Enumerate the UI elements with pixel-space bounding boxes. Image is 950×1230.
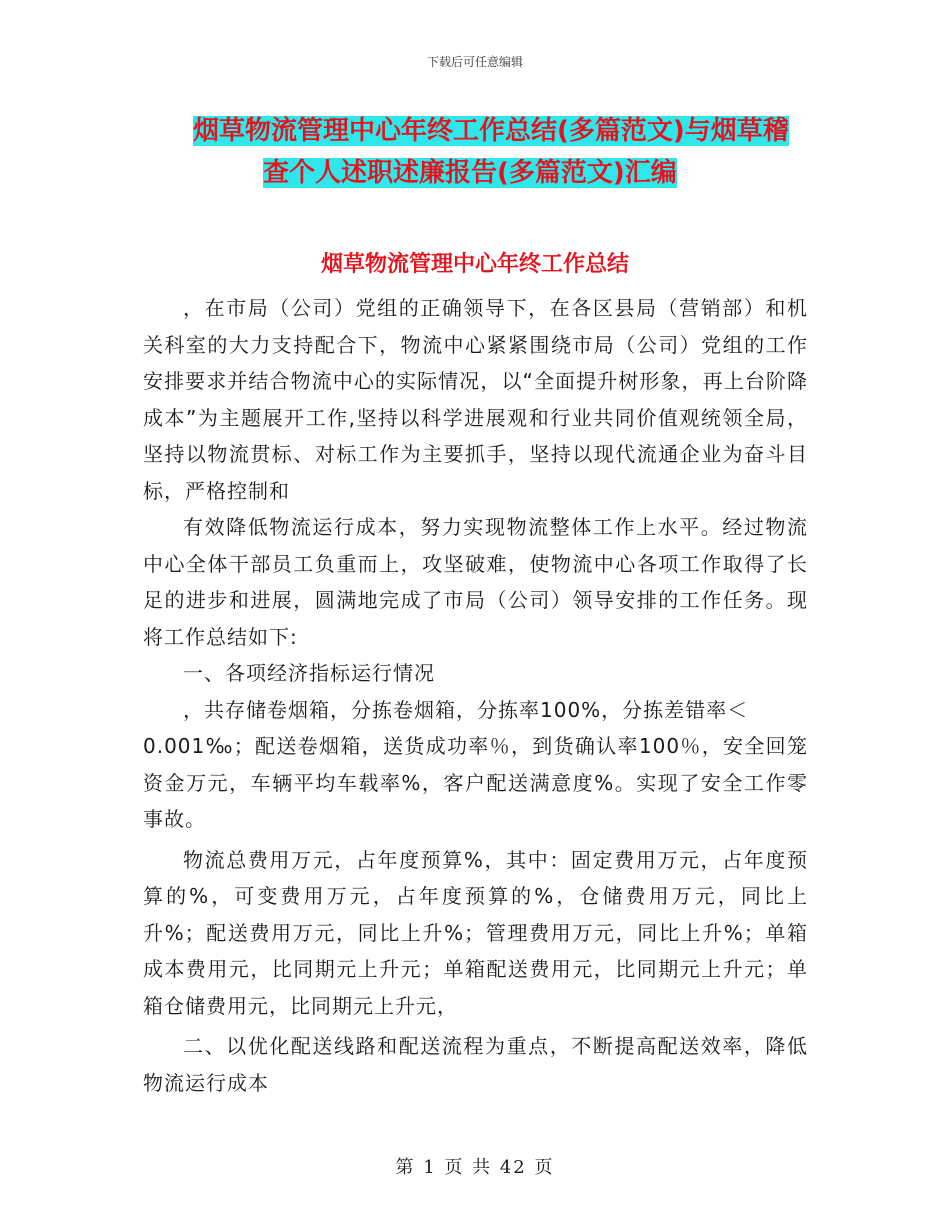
paragraph-heading-1: 一、各项经济指标运行情况 — [183, 661, 435, 685]
title-line-1-text: 烟草物流管理中心年终工作总结(多篇范文)与烟草稽 — [193, 116, 789, 146]
section-heading: 烟草物流管理中心年终工作总结 — [320, 252, 629, 277]
paragraph-cost-stats: 物流总费用万元，占年度预算%，其中：固定费用万元，占年度预算的%，可变费用万元，占年度预算的%，仓储费用万元，同比上升%；配送费用万元，同比上升%；管理费用万元，同比上升%；单箱成本费用元，比同期元上升元；单箱配送费用元，比同期元上升元；单箱仓储费用元，比同期元上升元， — [143, 847, 808, 1018]
document-title — [143, 110, 813, 194]
body-text — [143, 290, 808, 1101]
paragraph-intro: ，在市局（公司）党组的正确领导下，在各区县局（营销部）和机关科室的大力支持配合下，物流中心紧紧围绕市局（公司）党组的工作安排要求并结合物流中心的实际情况，以“全面提升树形象，再上台阶降成本”为主题展开工作,坚持以科学进展观和行业共同价值观统领全局，坚持以物流贯标、对标工作为主要抓手，坚持以现代流通企业为奋斗目标，严格控制和 — [143, 296, 808, 503]
page-footer: 第 1 页 共 42 页 — [395, 1157, 555, 1178]
paragraph-summary: 有效降低物流运行成本，努力实现物流整体工作上水平。经过物流中心全体干部员工负重而上，攻坚破难，使物流中心各项工作取得了长足的进步和进展，圆满地完成了市局（公司）领导安排的工作任务。现将工作总结如下: — [143, 515, 808, 649]
paragraph-storage-stats: ，共存储卷烟箱，分拣卷烟箱，分拣率100%，分拣差错率＜ — [183, 697, 749, 722]
title-line-1 — [143, 110, 813, 152]
title-line-2-text: 查个人述职述廉报告(多篇范文)汇编 — [263, 158, 677, 188]
header-note: 下载后可任意编辑 — [426, 55, 523, 69]
title-line-2 — [143, 152, 813, 194]
paragraph-delivery-stats: 0.001‰；配送卷烟箱，送货成功率％，到货确认率100％，安全回笼资金万元，车辆平均车载率%，客户配送满意度%。实现了安全工作零事故。 — [143, 734, 808, 831]
paragraph-heading-2: 二、以优化配送线路和配送流程为重点，不断提高配送效率，降低物流运行成本 — [143, 1034, 808, 1095]
